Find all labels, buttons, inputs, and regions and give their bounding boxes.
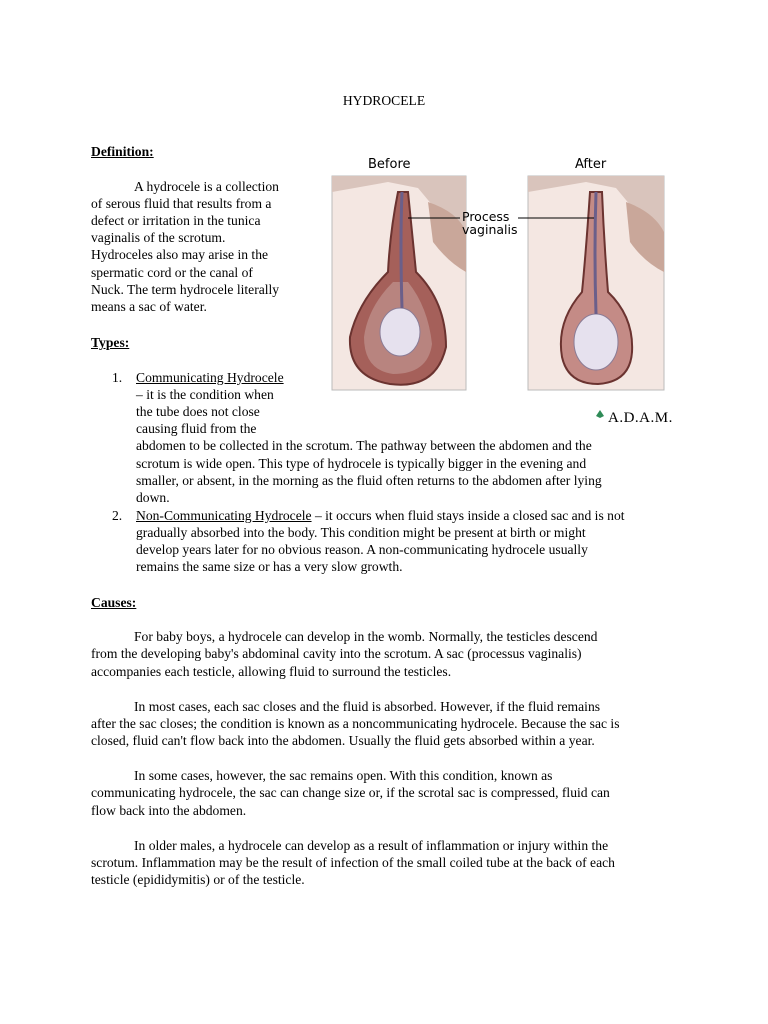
type-line: the tube does not close [136,404,260,419]
causes-line: accompanies each testicle, allowing fluid to surround the testicles. [91,664,452,679]
callout-text: Process [462,209,510,224]
after-testis [574,314,618,370]
definition-line: means a sac of water. [91,299,207,314]
causes-line: flow back into the abdomen. [91,803,247,818]
definition-line: spermatic cord or the canal of [91,265,253,280]
type-line: smaller, or absent, in the morning as the fluid often returns to the abdomen after lying [136,473,602,488]
type-name: Non-Communicating Hydrocele [136,508,312,523]
adam-logo: A.D.A.M. [608,410,673,426]
definition-line: A hydrocele is a collection [134,179,279,194]
callout-text: vaginalis [462,222,518,237]
before-label: Before [368,157,411,172]
causes-line: closed, fluid can't flow back into the abdomen. Usually the fluid gets absorbed within a year. [91,733,595,748]
definition-line: defect or irritation in the tunica [91,213,261,228]
definition-line: Hydroceles also may arise in the [91,247,269,262]
list-number: 2. [112,508,123,523]
causes-line: after the sac closes; the condition is known as a noncommunicating hydrocele. Because the sac is [91,716,620,731]
after-process-vaginalis [595,192,596,314]
type-line: remains the same size or has a very slow growth. [136,559,403,574]
definition-line: of serous fluid that results from a [91,196,272,211]
types-heading: Types: [91,335,130,350]
type-line: down. [136,490,170,505]
definition-line: Nuck. The term hydrocele literally [91,282,280,297]
causes-line: from the developing baby's abdominal cavity into the scrotum. A sac (processus vaginalis) [91,646,582,661]
type-first-line [136,507,625,524]
anatomy-diagram [328,152,688,434]
causes-line: testicle (epididymitis) or of the testicle. [91,872,305,887]
adam-logo-mark [596,410,604,418]
type-line: – it occurs when fluid stays inside a closed sac and is not [311,508,625,523]
type-line: – it is the condition when [136,387,274,402]
list-number: 1. [112,370,123,385]
definition-line: vaginalis of the scrotum. [91,230,226,245]
causes-line: In most cases, each sac closes and the fluid is absorbed. However, if the fluid remains [134,699,601,714]
causes-heading: Causes: [91,595,137,610]
callout-label [462,210,518,236]
type-line: abdomen to be collected in the scrotum. The pathway between the abdomen and the [136,438,592,453]
type-line: develop years later for no obvious reason. A non-communicating hydrocele usually [136,542,588,557]
before-process-vaginalis [401,192,402,308]
before-testis [380,308,420,356]
after-label: After [575,157,607,172]
causes-line: In older males, a hydrocele can develop as a result of inflammation or injury within the [134,838,609,853]
causes-line: In some cases, however, the sac remains open. With this condition, known as [134,768,553,783]
causes-line: communicating hydrocele, the sac can change size or, if the scrotal sac is compressed, fluid can [91,785,610,800]
page-title: HYDROCELE [342,93,426,108]
type-line: scrotum is wide open. This type of hydrocele is typically bigger in the evening and [136,456,587,471]
definition-heading: Definition: [91,144,154,159]
type-line: causing fluid from the [136,421,257,436]
causes-line: For baby boys, a hydrocele can develop in the womb. Normally, the testicles descend [134,629,598,644]
type-line: gradually absorbed into the body. This condition might be present at birth or might [136,525,586,540]
type-name: Communicating Hydrocele [136,370,284,385]
hydrocele-illustration [328,152,688,434]
causes-line: scrotum. Inflammation may be the result of infection of the small coiled tube at the back of each [91,855,615,870]
